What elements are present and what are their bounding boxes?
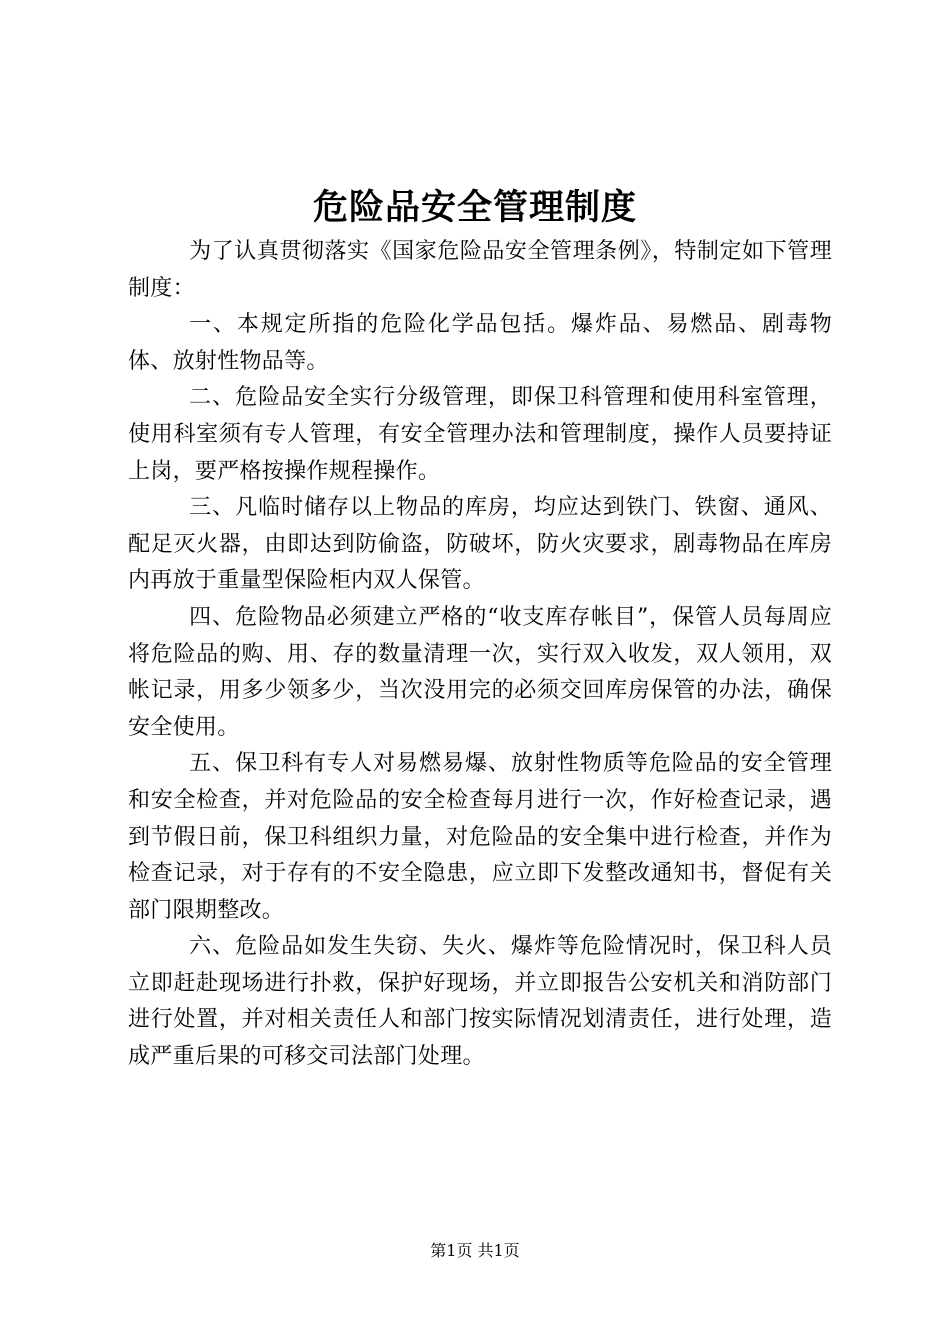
paragraph-intro: 为了认真贯彻落实《国家危险品安全管理条例》，特制定如下管理制度： [128, 239, 832, 301]
paragraph-item-1: 一、本规定所指的危险化学品包括。爆炸品、易燃品、剧毒物体、放射性物品等。 [128, 312, 832, 374]
paragraph-item-3: 三、凡临时储存以上物品的库房，均应达到铁门、铁窗、通风、配足灭火器，由即达到防偷盗，防破坏，防火灾要求，剧毒物品在库房内再放于重量型保险柜内双人保管。 [128, 495, 832, 594]
paragraph-item-4: 四、危险物品必须建立严格的“收支库存帐目”，保管人员每周应将危险品的购、用、存的数量清理一次，实行双入收发，双人领用，双帐记录，用多少领多少，当次没用完的必须交回库房保管的办法，确保安全使用。 [128, 604, 832, 740]
paragraph-item-6: 六、危险品如发生失窃、失火、爆炸等危险情况时，保卫科人员立即赶赴现场进行扑救，保护好现场，并立即报告公安机关和消防部门进行处置，并对相关责任人和部门按实际情况划清责任，进行处理，造成严重后果的可移交司法部门处理。 [128, 934, 832, 1070]
paragraph-item-2: 二、危险品安全实行分级管理，即保卫科管理和使用科室管理，使用科室须有专人管理，有安全管理办法和管理制度，操作人员要持证上岗，要严格按操作规程操作。 [128, 385, 832, 484]
document-title: 危险品安全管理制度 [312, 187, 637, 228]
page-footer: 第1页 共1页 [430, 1241, 520, 1260]
paragraph-item-5: 五、保卫科有专人对易燃易爆、放射性物质等危险品的安全管理和安全检查，并对危险品的安全检查每月进行一次，作好检查记录，遇到节假日前，保卫科组织力量，对危险品的安全集中进行检查，并作为检查记录，对于存有的不安全隐患，应立即下发整改通知书，督促有关部门限期整改。 [128, 751, 832, 923]
document-body [128, 234, 832, 1076]
